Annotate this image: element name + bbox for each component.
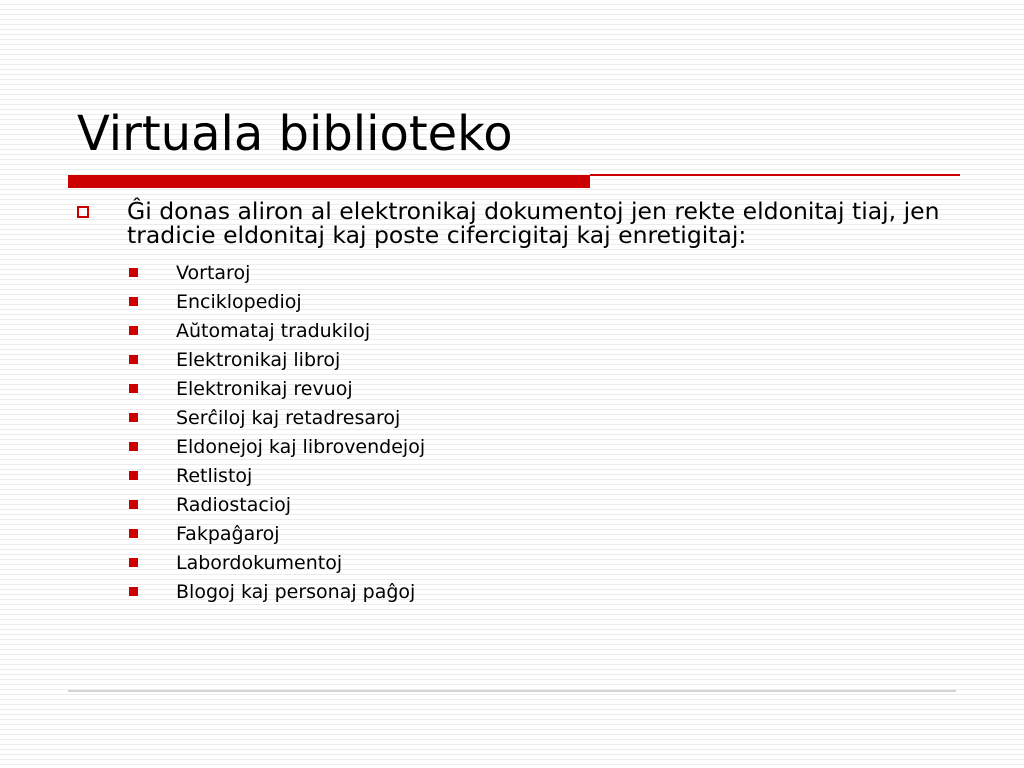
square-bullet-icon [129, 500, 138, 509]
list-item [77, 581, 957, 610]
list-item-text: Radiostacioj [176, 494, 292, 516]
square-bullet-icon [129, 384, 138, 393]
list-item-text: Fakpaĝaroj [176, 523, 280, 545]
list-item [77, 552, 957, 581]
square-bullet-icon [129, 268, 138, 277]
list-item [77, 436, 957, 465]
title-underline-thick [68, 175, 590, 188]
list-item [77, 494, 957, 523]
list-item-text: Elektronikaj libroj [176, 349, 341, 371]
slide-title: Virtuala biblioteko [77, 106, 513, 162]
list-item-text: Enciklopedioj [176, 291, 302, 313]
list-item-text: Blogoj kaj personaj paĝoj [176, 581, 416, 603]
square-bullet-icon [129, 587, 138, 596]
hollow-square-bullet-icon [77, 206, 89, 218]
list-item [77, 378, 957, 407]
slide-content [77, 199, 957, 610]
sub-bullet-list [77, 262, 957, 610]
square-bullet-icon [129, 355, 138, 364]
list-item [77, 407, 957, 436]
list-item [77, 349, 957, 378]
main-bullet-point [77, 199, 957, 247]
main-bullet-text: Ĝi donas aliron al elektronikaj dokumentoj jen rekte eldonitaj tiaj, jen tradicie eldonitaj kaj poste cifercigitaj kaj enretigitaj: [127, 197, 940, 249]
square-bullet-icon [129, 413, 138, 422]
square-bullet-icon [129, 471, 138, 480]
list-item-text: Vortaroj [176, 262, 251, 284]
list-item [77, 262, 957, 291]
footer-divider [68, 690, 956, 692]
square-bullet-icon [129, 529, 138, 538]
list-item [77, 465, 957, 494]
list-item-text: Retlistoj [176, 465, 253, 487]
square-bullet-icon [129, 297, 138, 306]
list-item [77, 291, 957, 320]
list-item [77, 320, 957, 349]
square-bullet-icon [129, 442, 138, 451]
square-bullet-icon [129, 558, 138, 567]
list-item [77, 523, 957, 552]
square-bullet-icon [129, 326, 138, 335]
list-item-text: Serĉiloj kaj retadresaroj [176, 407, 401, 429]
list-item-text: Elektronikaj revuoj [176, 378, 353, 400]
list-item-text: Labordokumentoj [176, 552, 343, 574]
title-underline-thin [590, 174, 960, 176]
list-item-text: Eldonejoj kaj librovendejoj [176, 436, 426, 458]
list-item-text: Aŭtomataj tradukiloj [176, 320, 371, 342]
